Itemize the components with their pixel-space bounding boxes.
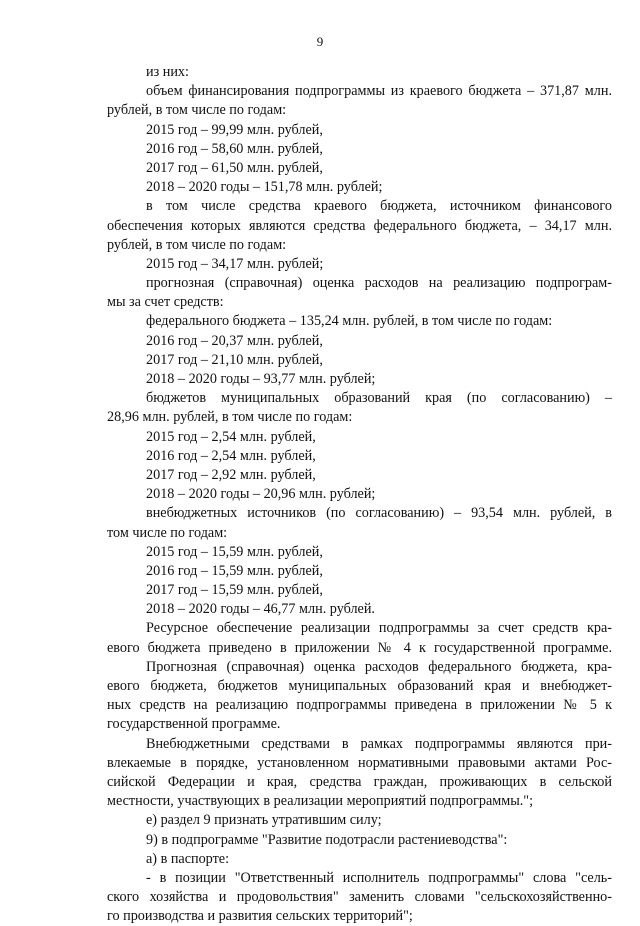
text-line: местности, участвующих в реализации мероприятий подпрограммы."; — [107, 793, 534, 810]
text-line: а) в паспорте: — [146, 850, 230, 867]
text-line: в том числе средства краевого бюджета, источником финансового — [146, 198, 612, 215]
text-line: евого бюджета, бюджетов муниципальных образований края и внебюджет- — [107, 678, 612, 694]
text-line: прогнозная (справочная) оценка расходов на реализацию подпрограм- — [146, 275, 612, 292]
text-line: 2015 год – 2,54 млн. рублей, — [146, 428, 316, 445]
text-line: - в позиции "Ответственный исполнитель подпрограммы" слова "сель- — [146, 869, 612, 886]
text-line: евого бюджета приведено в приложении № 4 к государственной программе. — [107, 639, 612, 656]
text-line: 2016 год – 20,37 млн. рублей, — [146, 332, 323, 349]
text-line: государственной программе. — [107, 716, 281, 733]
text-line: ского хозяйства и продовольствия" заменить словами "сельскохозяйственно- — [107, 889, 612, 906]
text-line: том числе по годам: — [107, 524, 228, 541]
text-line: влекаемые в порядке, установленном нормативными правовыми актами Рос- — [107, 754, 612, 771]
text-line: 2015 год – 99,99 млн. рублей, — [146, 121, 323, 138]
text-line: го производства и развития сельских территорий"; — [107, 908, 413, 925]
text-line: обеспечения которых являются средства федерального бюджета, – 34,17 млн. — [107, 217, 612, 234]
document-body — [107, 63, 612, 926]
text-line: 2016 год – 15,59 млн. рублей, — [146, 562, 323, 579]
text-line: рублей, в том числе по годам: — [107, 236, 287, 253]
text-line: сийской Федерации и края, средства граждан, проживающих в сельской — [107, 773, 612, 790]
text-line: объем финансирования подпрограммы из краевого бюджета – 371,87 млн. — [146, 83, 612, 100]
text-line: 2017 год – 21,10 млн. рублей, — [146, 351, 323, 368]
text-line: мы за счет средств: — [107, 294, 224, 311]
text-line: рублей, в том числе по годам: — [107, 102, 287, 119]
text-line: из них: — [146, 64, 189, 80]
text-line: 9) в подпрограмме "Развитие подотрасли растениеводства": — [146, 831, 508, 848]
text-line: федерального бюджета – 135,24 млн. рублей, в том числе по годам: — [146, 313, 553, 330]
text-line: е) раздел 9 признать утратившим силу; — [146, 812, 382, 829]
text-line: 2017 год – 2,92 млн. рублей, — [146, 466, 316, 483]
text-line: 2015 год – 15,59 млн. рублей, — [146, 543, 323, 560]
text-line: 2018 – 2020 годы – 151,78 млн. рублей; — [146, 179, 383, 196]
text-line: Прогнозная (справочная) оценка расходов федерального бюджета, кра- — [146, 658, 612, 675]
text-line: 2017 год – 15,59 млн. рублей, — [146, 582, 323, 599]
text-line: 2018 – 2020 годы – 20,96 млн. рублей; — [146, 486, 376, 503]
text-line: ных средств на реализацию подпрограммы приведена в приложении № 5 к — [107, 697, 612, 714]
text-line: 2018 – 2020 годы – 93,77 млн. рублей; — [146, 371, 376, 387]
text-line: Ресурсное обеспечение реализации подпрограммы за счет средств кра- — [146, 620, 612, 637]
text-line: 2018 – 2020 годы – 46,77 млн. рублей. — [146, 601, 375, 618]
text-line: внебюджетных источников (по согласованию) – 93,54 млн. рублей, в — [146, 505, 612, 522]
text-line: 28,96 млн. рублей, в том числе по годам: — [107, 409, 353, 426]
text-line: 2016 год – 58,60 млн. рублей, — [146, 140, 323, 157]
text-line: Внебюджетными средствами в рамках подпрограммы являются при- — [146, 735, 612, 752]
page-number: 9 — [316, 34, 324, 49]
text-line: 2017 год – 61,50 млн. рублей, — [146, 159, 323, 176]
text-line: бюджетов муниципальных образований края (по согласованию) – — [146, 390, 612, 407]
text-line: 2015 год – 34,17 млн. рублей; — [146, 255, 324, 272]
text-line: 2016 год – 2,54 млн. рублей, — [146, 447, 316, 464]
